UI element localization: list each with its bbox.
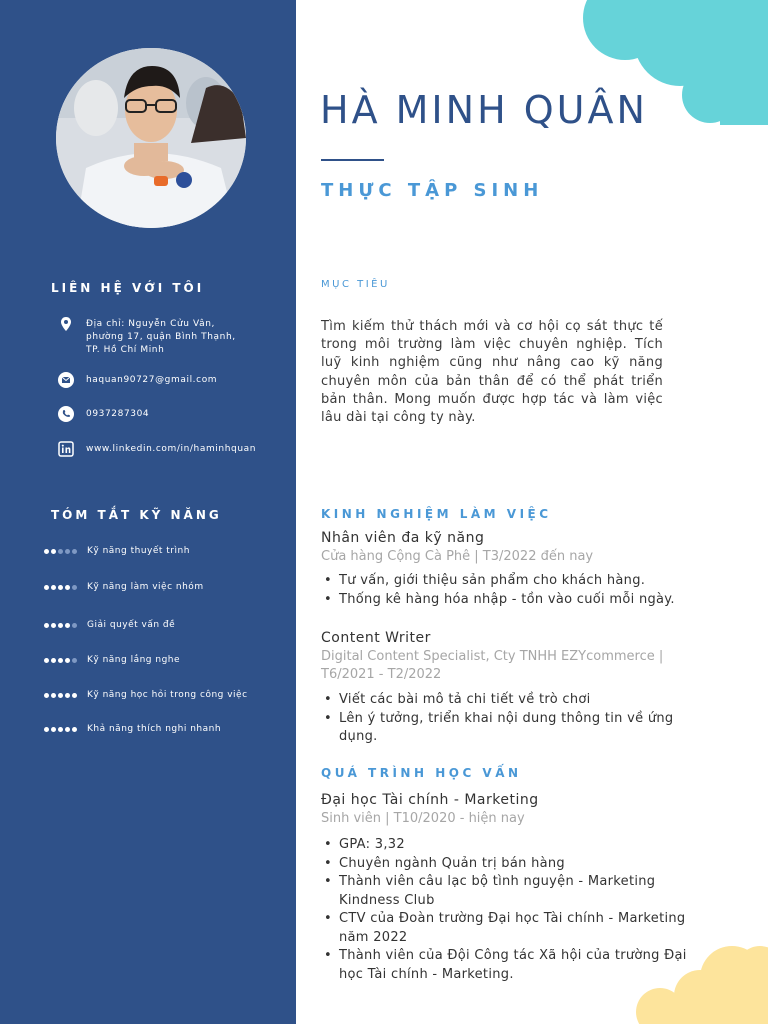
skill-dot-filled [51, 623, 56, 628]
skill-item [44, 546, 190, 556]
skill-item [44, 582, 204, 592]
skill-rating [44, 548, 80, 554]
skill-dot-filled [65, 658, 70, 663]
skill-dot-empty [58, 549, 63, 554]
school-name: Đại học Tài chính - Marketing [321, 792, 539, 808]
name-divider [321, 159, 384, 161]
skill-label: Kỹ năng thuyết trình [87, 546, 190, 556]
skill-dot-filled [65, 727, 70, 732]
contact-phone[interactable] [58, 408, 288, 422]
skill-item [44, 690, 248, 700]
list-item: • Thành viên của Đội Công tác Xã hội của trường Đại học Tài chính - Marketing. [321, 947, 711, 984]
education-bullets [321, 836, 711, 984]
contact-linkedin-text[interactable]: www.linkedin.com/in/haminhquan [86, 444, 257, 454]
contact-email-text[interactable]: haquan90727@gmail.com [86, 375, 218, 385]
profile-photo [56, 48, 246, 228]
skill-dot-filled [58, 693, 63, 698]
skill-dot-filled [51, 549, 56, 554]
contact-linkedin[interactable] [58, 443, 288, 457]
location-pin-icon [58, 316, 74, 332]
experience-heading: KINH NGHIỆM LÀM VIỆC [321, 507, 552, 521]
job-subtitle: Cửa hàng Cộng Cà Phê | T3/2022 đến nay [321, 549, 594, 564]
education-subtitle: Sinh viên | T10/2020 - hiện nay [321, 811, 525, 826]
skill-dot-filled [65, 585, 70, 590]
job-title: Nhân viên đa kỹ năng [321, 530, 485, 546]
contact-address-text: Địa chỉ: Nguyễn Cửu Vân, phường 17, quận Bình Thạnh, TP. Hồ Chí Minh [86, 319, 236, 355]
skill-dot-filled [58, 658, 63, 663]
skill-dot-filled [72, 727, 77, 732]
skill-dot-filled [51, 585, 56, 590]
skill-label: Giải quyết vấn đề [87, 620, 176, 630]
skill-dot-filled [44, 727, 49, 732]
job-bullets [321, 691, 696, 747]
skill-label: Kỹ năng lắng nghe [87, 655, 181, 665]
skill-item [44, 655, 180, 665]
job-title: Content Writer [321, 630, 431, 646]
skill-rating [44, 657, 80, 663]
skill-label: Kỹ năng làm việc nhóm [87, 582, 204, 592]
skill-dot-filled [65, 693, 70, 698]
skill-dot-filled [58, 727, 63, 732]
skill-rating [44, 692, 80, 698]
contact-phone-text[interactable]: 0937287304 [86, 409, 150, 419]
skill-dot-empty [72, 585, 77, 590]
list-item: • GPA: 3,32 [321, 836, 711, 855]
skill-rating [44, 726, 80, 732]
skill-dot-filled [44, 658, 49, 663]
skill-dot-empty [72, 623, 77, 628]
job-bullets [321, 572, 711, 609]
contact-email[interactable] [58, 374, 288, 388]
education-heading: QUÁ TRÌNH HỌC VẤN [321, 766, 522, 780]
objective-heading: MỤC TIÊU [321, 279, 390, 290]
candidate-role: THỰC TẬP SINH [321, 180, 544, 201]
skill-dot-empty [72, 549, 77, 554]
skill-dot-filled [44, 623, 49, 628]
list-item: • Lên ý tưởng, triển khai nội dung thông tin về ứng dụng. [321, 710, 696, 747]
skill-item [44, 724, 221, 734]
skill-dot-filled [58, 585, 63, 590]
skill-dot-filled [72, 693, 77, 698]
objective-text: Tìm kiếm thử thách mới và cơ hội cọ sát thực tế trong môi trường làm việc chuyên nghiệp. Tích luỹ kinh nghiệm cũng như nâng cao kỹ năng chuyên môn của bản thân để có thể phát triển bản thân. Mong muốn được hợp tác và làm việc lâu dài tại công ty này. [321, 319, 663, 426]
skill-dot-empty [72, 658, 77, 663]
job-subtitle: Digital Content Specialist, Cty TNHH EZYcommerce | T6/2021 - T2/2022 [321, 649, 664, 682]
phone-icon [58, 406, 74, 422]
skill-dot-filled [51, 693, 56, 698]
list-item: • Chuyên ngành Quản trị bán hàng [321, 855, 711, 874]
contact-heading: LIÊN HỆ VỚI TÔI [51, 281, 205, 295]
skill-dot-filled [51, 727, 56, 732]
list-item: • Viết các bài mô tả chi tiết về trò chơi [321, 691, 696, 710]
linkedin-icon [58, 441, 74, 457]
skill-label: Kỹ năng học hỏi trong công việc [87, 690, 248, 700]
list-item: • CTV của Đoàn trường Đại học Tài chính - Marketing năm 2022 [321, 910, 711, 947]
list-item: • Thành viên câu lạc bộ tình nguyện - Marketing Kindness Club [321, 873, 711, 910]
candidate-name: HÀ MINH QUÂN [320, 88, 648, 132]
skill-dot-filled [51, 658, 56, 663]
skill-dot-filled [44, 693, 49, 698]
skills-heading: TÓM TẮT KỸ NĂNG [51, 508, 222, 522]
skill-dot-filled [44, 585, 49, 590]
skill-rating [44, 622, 80, 628]
skill-item [44, 620, 175, 630]
skill-dot-empty [65, 549, 70, 554]
skill-rating [44, 584, 80, 590]
skill-dot-filled [58, 623, 63, 628]
email-icon [58, 372, 74, 388]
skill-dot-filled [65, 623, 70, 628]
skill-label: Khả năng thích nghi nhanh [87, 724, 222, 734]
skill-dot-filled [44, 549, 49, 554]
contact-address [58, 318, 288, 357]
list-item: • Tư vấn, giới thiệu sản phẩm cho khách hàng. [321, 572, 711, 591]
list-item: • Thống kê hàng hóa nhập - tồn vào cuối mỗi ngày. [321, 591, 711, 610]
